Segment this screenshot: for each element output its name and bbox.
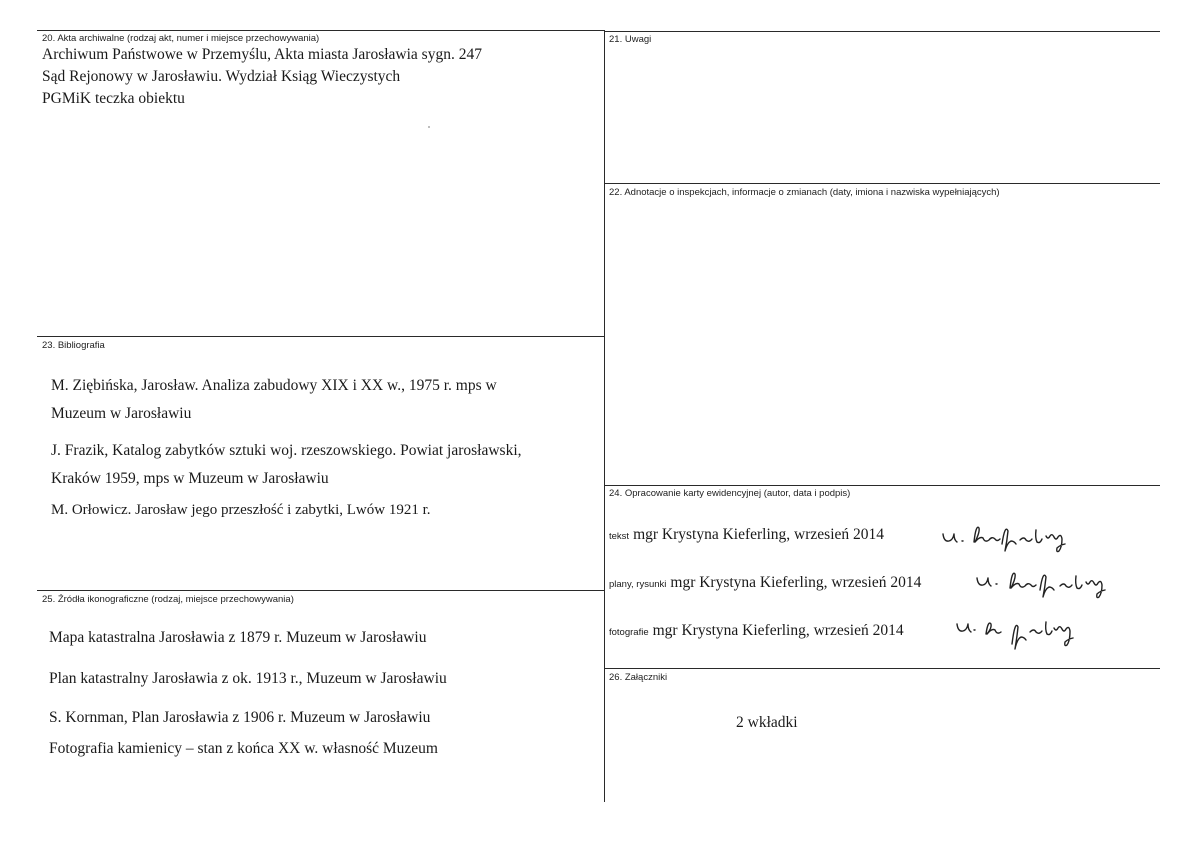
divider-26 [605, 668, 1160, 669]
bibliography-item-1-cont: Muzeum w Jarosławiu [51, 405, 192, 422]
divider-24 [605, 485, 1160, 486]
author-row-label: tekst [609, 531, 630, 542]
section-20-header: 20. Akta archiwalne (rodzaj akt, numer i miejsce przechowywania) [42, 33, 320, 44]
column-divider [604, 30, 605, 802]
top-border-left [37, 30, 605, 31]
author-row-value: mgr Krystyna Kieferling, wrzesień 2014 [670, 574, 922, 591]
divider-22 [605, 183, 1160, 184]
attachments-value: 2 wkładki [736, 714, 798, 731]
section-20-line-3: PGMiK teczka obiektu [42, 90, 185, 107]
section-20-line-2: Sąd Rejonowy w Jarosławiu. Wydział Ksiąg Wieczystych [42, 68, 401, 85]
section-20-line-1: Archiwum Państwowe w Przemyślu, Akta miasta Jarosławia sygn. 247 [42, 46, 482, 63]
iconography-item-1: Mapa katastralna Jarosławia z 1879 r. Muzeum w Jarosławiu [49, 629, 427, 646]
section-23-header: 23. Bibliografia [42, 340, 105, 351]
section-21-header: 21. Uwagi [609, 34, 652, 45]
section-24-header: 24. Opracowanie karty ewidencyjnej (autor, data i podpis) [609, 488, 851, 499]
scan-speck [428, 126, 430, 128]
author-row-label: fotografie [609, 627, 649, 638]
iconography-item-3: S. Kornman, Plan Jarosławia z 1906 r. Muzeum w Jarosławiu [49, 709, 431, 726]
bibliography-item-2-cont: Kraków 1959, mps w Muzeum w Jarosławiu [51, 470, 329, 487]
bibliography-item-2: J. Frazik, Katalog zabytków sztuki woj. rzeszowskiego. Powiat jarosławski, [51, 442, 522, 459]
section-25-header: 25. Źródła ikonograficzne (rodzaj, miejsce przechowywania) [42, 594, 294, 605]
bibliography-item-1: M. Ziębińska, Jarosław. Analiza zabudowy XIX i XX w., 1975 r. mps w [51, 377, 497, 394]
signature-1 [940, 524, 1080, 556]
iconography-item-2: Plan katastralny Jarosławia z ok. 1913 r., Muzeum w Jarosławiu [49, 670, 447, 687]
author-row-photos [609, 622, 904, 640]
section-26-header: 26. Załączniki [609, 672, 668, 683]
section-22-header: 22. Adnotacje o inspekcjach, informacje o zmianach (daty, imiona i nazwiska wypełniających) [609, 187, 1000, 198]
divider-25 [37, 590, 605, 591]
signature-2 [974, 570, 1118, 602]
bibliography-item-3: M. Orłowicz. Jarosław jego przeszłość i zabytki, Lwów 1921 r. [51, 502, 431, 518]
signature-3 [954, 616, 1084, 652]
top-border-right [605, 31, 1160, 32]
divider-23 [37, 336, 605, 337]
author-row-text [609, 526, 884, 544]
author-row-value: mgr Krystyna Kieferling, wrzesień 2014 [633, 526, 885, 543]
author-row-plans [609, 574, 921, 592]
author-row-label: plany, rysunki [609, 579, 667, 590]
author-row-value: mgr Krystyna Kieferling, wrzesień 2014 [652, 622, 904, 639]
iconography-item-4: Fotografia kamienicy – stan z końca XX w. własność Muzeum [49, 740, 438, 757]
